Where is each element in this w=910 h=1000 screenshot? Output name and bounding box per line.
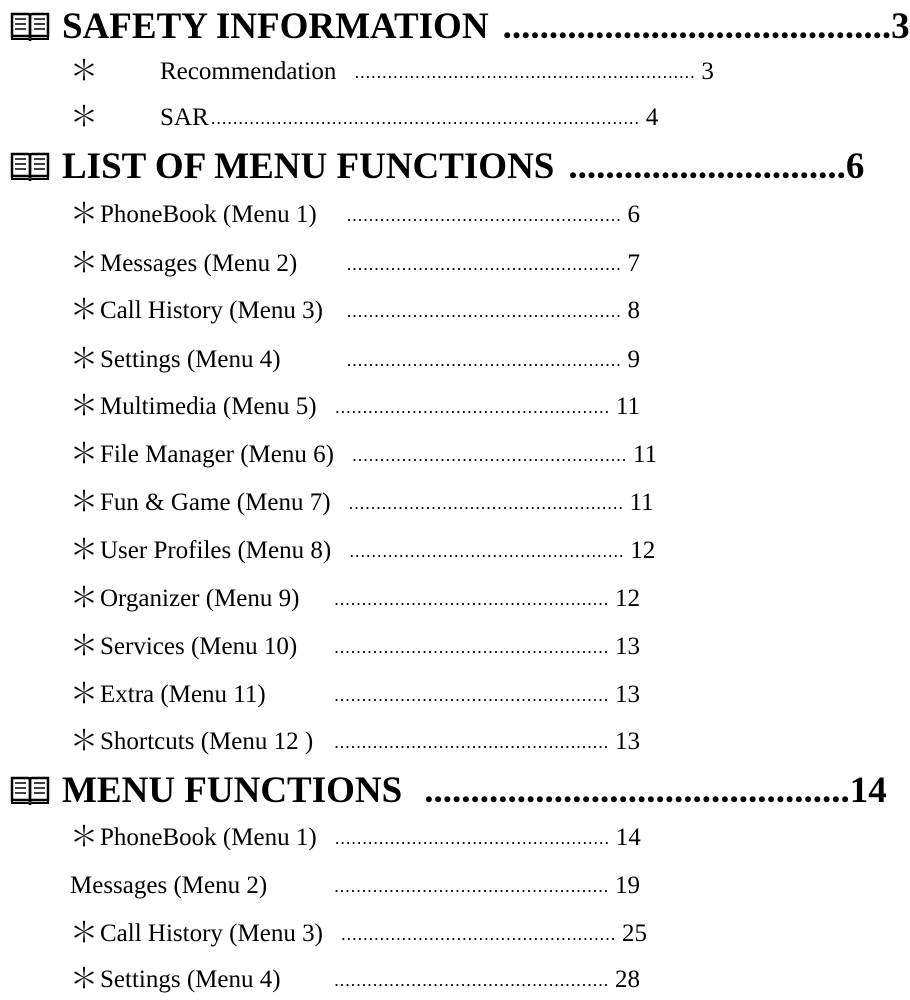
open-book-icon bbox=[10, 10, 50, 42]
leader-dots: .................................................. bbox=[333, 875, 609, 896]
entry-page-number: 3 bbox=[701, 58, 714, 85]
bullet-asterisk: ＊ bbox=[70, 391, 99, 422]
section-title: SAFETY INFORMATION bbox=[62, 5, 489, 47]
bullet-asterisk: ＊ bbox=[70, 344, 99, 375]
toc-entry[interactable] bbox=[70, 579, 640, 619]
toc-section-safety[interactable] bbox=[10, 2, 910, 50]
entry-title: File Manager (Menu 6) bbox=[100, 441, 334, 468]
leader-dots: .................................................. bbox=[334, 396, 610, 417]
entry-title: Services (Menu 10) bbox=[100, 633, 298, 660]
bullet-asterisk: ＊ bbox=[70, 583, 99, 614]
entry-page-number: 12 bbox=[630, 537, 656, 564]
leader-dots: .................................................. bbox=[346, 253, 622, 274]
toc-entry[interactable] bbox=[70, 340, 640, 380]
open-book-icon bbox=[10, 150, 50, 182]
entry-title: SAR bbox=[160, 104, 209, 131]
toc-entry[interactable] bbox=[70, 195, 640, 235]
leader-dots: .................................................. bbox=[351, 444, 628, 465]
entry-page-number: 11 bbox=[615, 393, 640, 420]
entry-page-number: 13 bbox=[615, 633, 640, 660]
entry-page-number: 6 bbox=[627, 201, 640, 228]
bullet-asterisk: ＊ bbox=[70, 535, 99, 566]
toc-entry[interactable] bbox=[70, 914, 647, 954]
bullet-asterisk: ＊ bbox=[70, 487, 99, 518]
toc-entry[interactable] bbox=[70, 98, 659, 138]
entry-page-number: 7 bbox=[627, 250, 640, 277]
leader-dots: .............................. bbox=[568, 145, 846, 187]
entry-title: PhoneBook (Menu 1) bbox=[100, 824, 317, 851]
toc-entry[interactable] bbox=[70, 483, 654, 523]
entry-title: Messages (Menu 2) bbox=[70, 872, 268, 899]
entry-title: Recommendation bbox=[160, 58, 337, 85]
bullet-asterisk: ＊ bbox=[70, 199, 99, 230]
entry-title: Extra (Menu 11) bbox=[100, 681, 266, 708]
entry-page-number: 9 bbox=[627, 346, 640, 373]
bullet-asterisk: ＊ bbox=[70, 964, 99, 995]
toc-entry[interactable] bbox=[70, 627, 640, 667]
toc-entry[interactable] bbox=[70, 722, 640, 762]
entry-title: Call History (Menu 3) bbox=[100, 297, 323, 324]
toc-entry[interactable] bbox=[70, 866, 640, 906]
leader-dots: .................................................. bbox=[334, 827, 610, 848]
leader-dots: .................................................. bbox=[333, 636, 609, 657]
entry-page-number: 13 bbox=[615, 681, 640, 708]
entry-title: Settings (Menu 4) bbox=[100, 966, 281, 993]
entry-title: Settings (Menu 4) bbox=[100, 346, 281, 373]
entry-page-number: 12 bbox=[615, 585, 640, 612]
bullet-asterisk: ＊ bbox=[70, 679, 99, 710]
entry-page-number: 13 bbox=[615, 728, 640, 755]
leader-dots: .................................................. bbox=[348, 492, 624, 513]
entry-page-number: 4 bbox=[645, 104, 659, 131]
section-page-number: 14 bbox=[849, 769, 887, 811]
leader-dots: .................................................. bbox=[333, 684, 609, 705]
entry-page-number: 11 bbox=[629, 489, 654, 516]
leader-dots: .................................................. bbox=[346, 300, 622, 321]
bullet-asterisk: ＊ bbox=[70, 295, 99, 326]
entry-page-number: 25 bbox=[621, 920, 647, 947]
entry-title: PhoneBook (Menu 1) bbox=[100, 201, 317, 228]
toc-entry[interactable] bbox=[70, 818, 640, 858]
bullet-asterisk: ＊ bbox=[70, 248, 99, 279]
toc-entry[interactable] bbox=[70, 52, 714, 92]
entry-title: Messages (Menu 2) bbox=[100, 250, 298, 277]
toc-entry[interactable] bbox=[70, 244, 640, 284]
leader-dots: .............................................. bbox=[424, 769, 850, 811]
leader-dots: .................................................. bbox=[333, 588, 609, 609]
entry-title: Fun & Game (Menu 7) bbox=[100, 489, 331, 516]
section-title: LIST OF MENU FUNCTIONS bbox=[62, 145, 555, 187]
toc-section-list-of-menu-functions[interactable] bbox=[10, 142, 865, 190]
bullet-asterisk: ＊ bbox=[70, 631, 99, 662]
bullet-asterisk: ＊ bbox=[70, 822, 99, 853]
entry-title: Shortcuts (Menu 12 ) bbox=[100, 728, 314, 755]
leader-dots: .................................................. bbox=[333, 969, 609, 990]
leader-dots: .............................................................. bbox=[354, 61, 696, 82]
leader-dots: .......................................... bbox=[502, 5, 892, 47]
entry-title: Multimedia (Menu 5) bbox=[100, 393, 317, 420]
leader-dots: .................................................. bbox=[346, 349, 622, 370]
toc-entry[interactable] bbox=[70, 960, 640, 1000]
toc-entry[interactable] bbox=[70, 387, 640, 427]
entry-page-number: 14 bbox=[615, 824, 641, 851]
bullet-asterisk: ＊ bbox=[70, 918, 99, 949]
toc-entry[interactable] bbox=[70, 531, 656, 571]
bullet-asterisk: ＊ bbox=[70, 726, 99, 757]
toc-entry[interactable] bbox=[70, 675, 640, 715]
open-book-icon bbox=[10, 774, 50, 806]
entry-page-number: 11 bbox=[633, 441, 658, 468]
toc-entry[interactable] bbox=[70, 291, 640, 331]
bullet-asterisk: ＊ bbox=[70, 439, 99, 470]
entry-page-number: 8 bbox=[627, 297, 640, 324]
leader-dots: .................................................. bbox=[333, 731, 609, 752]
leader-dots: .................................................. bbox=[349, 540, 625, 561]
bullet-asterisk: ＊ bbox=[70, 56, 99, 87]
section-page-number: 3 bbox=[891, 5, 910, 47]
toc-section-menu-functions[interactable] bbox=[10, 766, 887, 814]
entry-page-number: 28 bbox=[615, 966, 640, 993]
entry-title: Organizer (Menu 9) bbox=[100, 585, 300, 612]
entry-title: Call History (Menu 3) bbox=[100, 920, 323, 947]
section-title: MENU FUNCTIONS bbox=[62, 769, 403, 811]
toc-entry[interactable] bbox=[70, 435, 658, 475]
leader-dots: .................................................. bbox=[340, 923, 616, 944]
section-page-number: 6 bbox=[845, 145, 865, 187]
leader-dots: .................................................. bbox=[346, 204, 622, 225]
bullet-asterisk: ＊ bbox=[70, 102, 99, 133]
entry-title: User Profiles (Menu 8) bbox=[100, 537, 332, 564]
leader-dots: .............................................................................. bbox=[210, 107, 640, 128]
entry-page-number: 19 bbox=[615, 872, 640, 899]
